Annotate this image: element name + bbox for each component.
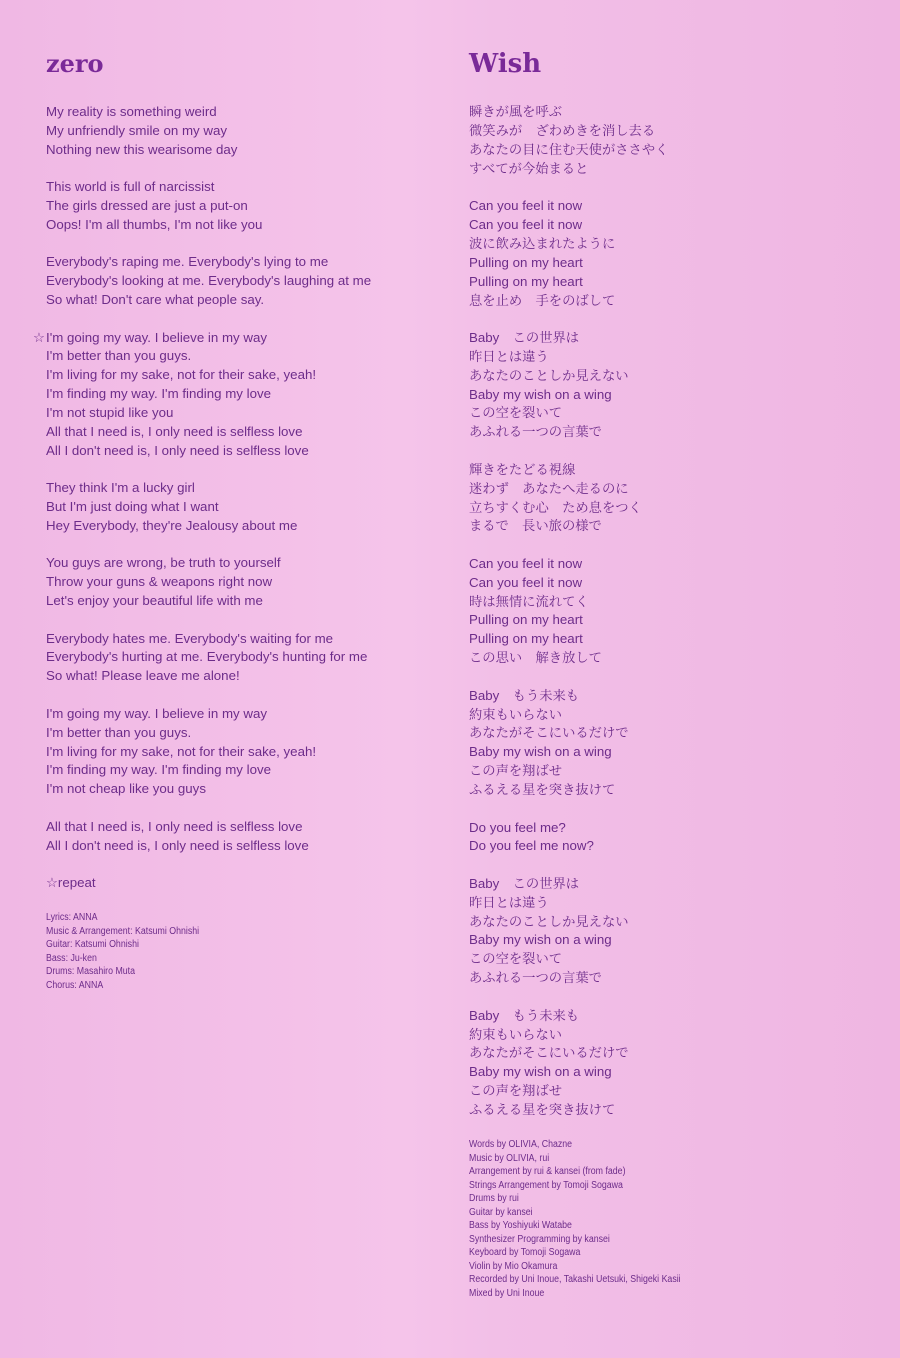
lyric-line — [469, 649, 889, 668]
lyric-text: Baby この世界は — [469, 329, 580, 345]
lyric-line — [469, 1026, 889, 1045]
lyric-line — [469, 724, 889, 743]
lyric-text: My unfriendly smile on my way — [46, 122, 228, 138]
lyric-line — [469, 593, 889, 612]
lyric-text: I'm not cheap like you guys — [46, 781, 206, 797]
lyric-line — [46, 705, 446, 724]
lyric-line — [469, 969, 889, 988]
lyric-line — [46, 103, 446, 122]
stanza — [469, 197, 889, 310]
lyric-text: 約束もいらない — [469, 706, 563, 722]
lyric-text: すべてが今始まると — [469, 160, 589, 176]
lyric-text: この声を翔ばせ — [469, 1083, 563, 1099]
lyric-line — [46, 648, 446, 667]
lyric-text: You guys are wrong, be truth to yourself — [46, 555, 281, 571]
lyrics-wish — [469, 103, 889, 1120]
song-title-zero: zero — [46, 49, 104, 78]
credit-line: Words by OLIVIA, Chazne — [469, 1139, 573, 1151]
lyric-text: I'm going my way. I believe in my way — [46, 329, 268, 345]
lyric-text: I'm not stupid like you — [46, 405, 174, 421]
lyric-line — [46, 178, 446, 197]
lyric-line — [469, 103, 889, 122]
lyric-line — [46, 554, 446, 573]
song-zero — [33, 48, 446, 992]
lyric-line — [46, 291, 446, 310]
lyric-line — [33, 329, 446, 348]
lyric-line — [469, 574, 889, 593]
lyric-line — [46, 197, 446, 216]
credit-line: Guitar by kansei — [469, 1206, 533, 1218]
lyric-line — [469, 706, 889, 725]
lyric-text: あふれる一つの言葉で — [469, 970, 602, 986]
lyric-text: Do you feel me now? — [469, 838, 594, 854]
stanza — [469, 687, 889, 800]
stanza — [469, 329, 889, 442]
lyric-text: この思い 解き放して — [469, 650, 602, 666]
stanza — [46, 818, 446, 856]
lyric-text: Oops! I'm all thumbs, I'm not like you — [46, 216, 263, 232]
stanza — [46, 178, 446, 235]
lyric-line — [469, 235, 889, 254]
stanza — [469, 555, 889, 668]
credit-line: Recorded by Uni Inoue, Takashi Uetsuki, Shigeki Kasii — [469, 1274, 681, 1286]
lyric-line — [46, 780, 446, 799]
lyric-line — [46, 404, 446, 423]
lyric-text: 波に飲み込まれたように — [469, 235, 616, 251]
lyric-line — [469, 517, 889, 536]
lyric-line — [469, 197, 889, 216]
lyric-text: Throw your guns & weapons right now — [46, 574, 273, 590]
lyric-text: 息を止め 手をのばして — [469, 292, 616, 308]
lyric-line — [469, 1082, 889, 1101]
credit-line: Lyrics: ANNA — [46, 912, 98, 924]
lyric-text: Nothing new this wearisome day — [46, 141, 238, 157]
lyric-text: I'm living for my sake, not for their sake, yeah! — [46, 743, 317, 759]
lyric-line — [46, 517, 446, 536]
stanza — [46, 103, 446, 160]
lyric-text: All I don't need is, I only need is selfless love — [46, 442, 309, 458]
stanza — [469, 461, 889, 537]
lyric-line — [46, 837, 446, 856]
credits-wish — [469, 1138, 889, 1300]
lyric-text: I'm better than you guys. — [46, 724, 192, 740]
lyric-line — [469, 781, 889, 800]
credit-line: Chorus: ANNA — [46, 979, 104, 991]
lyric-line — [469, 367, 889, 386]
lyric-text: But I'm just doing what I want — [46, 499, 219, 515]
stanza — [469, 819, 889, 857]
lyric-text: ふるえる星を突き抜けて — [469, 1102, 616, 1118]
lyric-line — [469, 931, 889, 950]
lyric-line — [46, 573, 446, 592]
lyric-line — [46, 724, 446, 743]
lyric-line — [46, 141, 446, 160]
lyric-text: あなたがそこにいるだけで — [469, 725, 629, 741]
lyric-line — [46, 818, 446, 837]
lyric-line — [469, 743, 889, 762]
stanza — [46, 874, 446, 893]
lyric-text: Baby my wish on a wing — [469, 744, 612, 760]
lyric-text: Can you feel it now — [469, 574, 583, 590]
lyric-text: Baby my wish on a wing — [469, 1064, 612, 1080]
lyric-line — [469, 254, 889, 273]
lyric-text: 微笑みが ざわめきを消し去る — [469, 122, 656, 138]
lyric-text: I'm going my way. I believe in my way — [46, 705, 268, 721]
lyric-line — [469, 160, 889, 179]
lyric-text: Baby my wish on a wing — [469, 386, 612, 402]
lyric-line — [469, 1101, 889, 1120]
lyric-text: この声を翔ばせ — [469, 763, 563, 779]
credit-line: Synthesizer Programming by kansei — [469, 1233, 610, 1245]
credit-line: Mixed by Uni Inoue — [469, 1287, 545, 1299]
lyric-line — [469, 555, 889, 574]
credit-line: Strings Arrangement by Tomoji Sogawa — [469, 1179, 623, 1191]
lyric-text: Pulling on my heart — [469, 631, 583, 647]
lyric-line — [46, 347, 446, 366]
lyric-text: I'm better than you guys. — [46, 348, 192, 364]
lyric-text: あなたがそこにいるだけで — [469, 1045, 629, 1061]
lyric-line — [469, 1063, 889, 1082]
credit-line: Bass by Yoshiyuki Watabe — [469, 1220, 572, 1232]
lyric-text: Everybody's hurting at me. Everybody's hunting for me — [46, 649, 368, 665]
lyric-line — [46, 385, 446, 404]
lyric-text: I'm finding my way. I'm finding my love — [46, 386, 272, 402]
lyric-text: Baby この世界は — [469, 875, 580, 891]
credit-line: Guitar: Katsumi Ohnishi — [46, 939, 139, 951]
lyric-text: Baby my wish on a wing — [469, 932, 612, 948]
lyric-text: Do you feel me? — [469, 819, 566, 835]
lyric-line — [469, 611, 889, 630]
lyric-line — [469, 273, 889, 292]
lyric-text: Pulling on my heart — [469, 612, 583, 628]
lyric-line — [469, 687, 889, 706]
lyric-text: 輝きをたどる視線 — [469, 461, 576, 477]
lyric-text: Hey Everybody, they're Jealousy about me — [46, 518, 298, 534]
lyric-text: All I don't need is, I only need is selfless love — [46, 837, 309, 853]
lyric-text: あなたのことしか見えない — [469, 913, 629, 929]
lyric-text: この空を裂いて — [469, 405, 563, 421]
lyric-line — [469, 348, 889, 367]
lyric-line — [469, 894, 889, 913]
lyric-line — [469, 837, 889, 856]
lyric-text: あなたの目に住む天使がささやく — [469, 141, 669, 157]
lyric-line — [46, 479, 446, 498]
lyric-line — [46, 366, 446, 385]
lyric-text: Baby もう未来も — [469, 687, 580, 703]
lyric-line — [46, 630, 446, 649]
lyric-text: まるで 長い旅の様で — [469, 518, 602, 534]
credit-line: Drums by rui — [469, 1193, 519, 1205]
lyric-text: Can you feel it now — [469, 555, 583, 571]
lyric-text: I'm living for my sake, not for their sake, yeah! — [46, 367, 317, 383]
lyric-text: So what! Please leave me alone! — [46, 668, 240, 684]
lyric-line — [469, 913, 889, 932]
star-mark: ☆ — [46, 875, 58, 890]
lyric-text: So what! Don't care what people say. — [46, 292, 265, 308]
lyric-text: Can you feel it now — [469, 198, 583, 214]
credit-line: Bass: Ju-ken — [46, 952, 97, 964]
lyric-line — [469, 292, 889, 311]
lyric-line — [469, 461, 889, 480]
lyric-text: All that I need is, I only need is selfless love — [46, 423, 303, 439]
lyric-text: 時は無情に流れてく — [469, 593, 589, 609]
lyric-line — [469, 1007, 889, 1026]
lyric-text: They think I'm a lucky girl — [46, 480, 195, 496]
lyric-line — [46, 253, 446, 272]
lyric-text: repeat — [57, 875, 96, 890]
lyric-line — [46, 423, 446, 442]
lyric-text: 立ちすくむ心 ため息をつく — [469, 499, 642, 515]
lyric-text: Can you feel it now — [469, 216, 583, 232]
stanza — [46, 554, 446, 611]
lyric-line — [469, 630, 889, 649]
song-wish — [469, 48, 889, 1300]
lyric-line — [469, 216, 889, 235]
lyric-line — [46, 667, 446, 686]
credit-line: Music & Arrangement: Katsumi Ohnishi — [46, 925, 200, 937]
lyric-line — [469, 819, 889, 838]
lyric-text: Everybody hates me. Everybody's waiting for me — [46, 630, 334, 646]
lyric-line — [469, 329, 889, 348]
lyric-text: 昨日とは違う — [469, 348, 549, 364]
lyric-line — [46, 122, 446, 141]
star-mark: ☆ — [33, 329, 45, 345]
lyric-text: 約束もいらない — [469, 1026, 563, 1042]
lyric-line — [469, 423, 889, 442]
lyric-text: I'm finding my way. I'm finding my love — [46, 762, 272, 778]
lyric-text: Pulling on my heart — [469, 254, 583, 270]
credit-line: Drums: Masahiro Muta — [46, 966, 136, 978]
lyric-line — [46, 592, 446, 611]
stanza — [33, 329, 446, 461]
credits-zero — [46, 911, 446, 992]
lyric-line — [469, 480, 889, 499]
lyric-text: All that I need is, I only need is selfless love — [46, 818, 303, 834]
lyric-text: My reality is something weird — [46, 104, 217, 119]
stanza — [46, 253, 446, 310]
stanza — [469, 103, 889, 179]
lyric-text: この空を裂いて — [469, 951, 563, 967]
lyric-line — [469, 122, 889, 141]
lyric-line — [469, 875, 889, 894]
lyric-line — [46, 743, 446, 762]
lyric-text: あふれる一つの言葉で — [469, 424, 602, 440]
lyric-line — [46, 761, 446, 780]
lyric-line — [469, 141, 889, 160]
lyric-text: あなたのことしか見えない — [469, 367, 629, 383]
lyric-line — [469, 404, 889, 423]
lyric-line — [46, 272, 446, 291]
credit-line: Arrangement by rui & kansei (from fade) — [469, 1166, 626, 1178]
credit-line: Violin by Mio Okamura — [469, 1260, 558, 1272]
credit-line: Music by OLIVIA, rui — [469, 1152, 550, 1164]
lyric-line — [46, 216, 446, 235]
lyric-line — [46, 874, 446, 893]
credit-line: Keyboard by Tomoji Sogawa — [469, 1247, 581, 1259]
lyric-line — [469, 1044, 889, 1063]
lyric-text: Baby もう未来も — [469, 1007, 580, 1023]
lyric-text: 昨日とは違う — [469, 894, 549, 910]
lyric-line — [46, 498, 446, 517]
lyrics-zero — [33, 103, 446, 893]
lyric-text: The girls dressed are just a put-on — [46, 198, 248, 214]
lyric-text: 瞬きが風を呼ぶ — [469, 104, 563, 119]
stanza — [469, 1007, 889, 1120]
lyric-text: Pulling on my heart — [469, 273, 583, 289]
song-title-wish: Wish — [469, 49, 542, 79]
stanza — [46, 479, 446, 536]
lyric-line — [469, 499, 889, 518]
lyric-text: Everybody's raping me. Everybody's lying to me — [46, 254, 329, 270]
lyric-line — [469, 762, 889, 781]
lyric-text: 迷わず あなたへ走るのに — [469, 480, 629, 496]
stanza — [46, 705, 446, 799]
lyric-text: ふるえる星を突き抜けて — [469, 782, 616, 798]
lyric-text: This world is full of narcissist — [46, 179, 215, 195]
stanza — [469, 875, 889, 988]
lyric-text: Everybody's looking at me. Everybody's laughing at me — [46, 273, 372, 289]
lyric-text: Let's enjoy your beautiful life with me — [46, 593, 263, 609]
lyric-line — [469, 950, 889, 969]
lyric-line — [469, 386, 889, 405]
lyric-line — [46, 442, 446, 461]
stanza — [46, 630, 446, 687]
